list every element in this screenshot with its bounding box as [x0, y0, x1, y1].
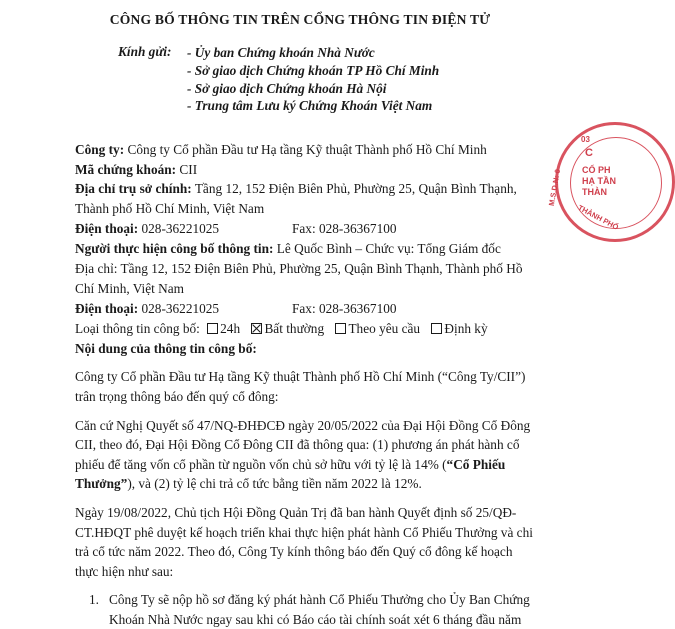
phone-label: Điện thoại: [75, 221, 139, 237]
recipient-item: - Ủy ban Chứng khoán Nhà Nước [187, 45, 375, 60]
discloser-address-line2: Chí Minh, Việt Nam [75, 280, 185, 296]
company-row [75, 140, 550, 160]
recipients-list [187, 44, 439, 115]
hq-address-line1: Tầng 12, 152 Điện Biên Phủ, Phường 25, Quận Bình Thạnh, [194, 181, 517, 197]
seal-text: C [585, 147, 593, 159]
hq-address-row [75, 179, 550, 199]
seal-text: THÀNH PHỐ [576, 203, 621, 232]
phone2-row [75, 298, 550, 319]
paragraph-2-line: Căn cứ Nghị Quyết số 47/NQ-ĐHĐCĐ ngày 20/05/2022 của Đại Hội Đồng Cổ Đông [75, 417, 531, 433]
paragraph-1-line: trân trọng thông báo đến quý cổ đông: [75, 388, 279, 404]
recipient-item: - Trung tâm Lưu ký Chứng Khoán Việt Nam [187, 98, 433, 114]
seal-text: M.S.D.N: 0 [546, 168, 563, 207]
paragraph-2-line: CII, theo đó, Đại Hội Đồng Cổ Đông CII đã thông qua: (1) phương án phát hành cổ [75, 437, 520, 453]
document-body [75, 140, 550, 629]
list-item-line: Công Ty sẽ nộp hồ sơ đăng ký phát hành Cổ Phiếu Thưởng cho Ủy Ban Chứng [109, 592, 530, 608]
paragraph-3-line: CT.HĐQT phê duyệt kế hoạch triển khai thực hiện phát hành Cổ Phiếu Thưởng và chi [75, 524, 533, 540]
hq-address-label: Địa chỉ trụ sở chính: [75, 181, 192, 197]
bonus-share-term: Thưởng” [75, 476, 128, 492]
info-type-label: Loại thông tin công bố: [75, 321, 200, 337]
recipient-item: - Sở giao dịch Chứng khoán TP Hồ Chí Minh [187, 62, 440, 78]
checkbox-24h-label: 24h [220, 321, 241, 337]
paragraph-3-line: trả cổ tức năm 2022. Theo đó, Công Ty kính thông báo đến Quý cổ đông kế hoạch [75, 544, 513, 560]
paragraph-3-line: thực hiện như sau: [75, 563, 174, 579]
checkbox-bat-thuong-label: Bất thường [264, 321, 325, 337]
paragraph-3-line: Ngày 19/08/2022, Chủ tịch Hội Đồng Quản Trị đã ban hành Quyết định số 25/QĐ- [75, 504, 517, 520]
stock-code-row [75, 160, 550, 180]
stock-code-value: CII [179, 161, 198, 177]
phone2-label: Điện thoại: [75, 301, 139, 317]
hq-address-line2: Thành phố Hồ Chí Minh, Việt Nam [75, 200, 265, 216]
paragraph-2-line [75, 455, 550, 475]
list-item [89, 590, 550, 629]
checkbox-theo-yeu-cau[interactable] [335, 323, 346, 334]
discloser-value: Lê Quốc Bình – Chức vụ: Tổng Giám đốc [276, 241, 501, 257]
paragraph-2 [75, 416, 550, 494]
paragraph-2-text: ), và (2) tỷ lệ chi trả cổ tức bằng tiền năm 2022 là 12%. [127, 476, 422, 492]
phone-row [75, 218, 550, 239]
checkbox-dinh-ky[interactable] [431, 323, 442, 334]
content-heading: Nội dung của thông tin công bố: [75, 340, 257, 356]
paragraph-3 [75, 503, 550, 581]
company-seal [546, 122, 675, 242]
discloser-label: Người thực hiện công bố thông tin: [75, 241, 274, 257]
checkbox-theo-yeu-cau-label: Theo yêu cầu [348, 321, 421, 337]
recipients-label: Kính gửi: [118, 44, 172, 59]
info-type-row [75, 319, 550, 339]
phone-value: 028-36221025 [141, 221, 220, 237]
seal-text: HẠ TẦN [582, 176, 616, 186]
discloser-row [75, 239, 550, 259]
seal-text: THÀN [582, 187, 607, 197]
list-item-number: 1. [89, 592, 99, 608]
checkbox-bat-thuong[interactable] [251, 323, 262, 334]
document-title: CÔNG BỐ THÔNG TIN TRÊN CỔNG THÔNG TIN ĐIỆN TỬ [109, 12, 491, 27]
list-item-line: Khoán Nhà Nước ngay sau khi có Báo cáo tài chính soát xét 6 tháng đầu năm [109, 611, 522, 627]
checkbox-dinh-ky-label: Định kỳ [444, 321, 488, 337]
company-value: Công ty Cổ phần Đầu tư Hạ tầng Kỹ thuật Thành phố Hồ Chí Minh [127, 142, 487, 157]
seal-text: CỔ PH [582, 165, 611, 175]
paragraph-2-line [75, 474, 550, 494]
bonus-share-term: “Cổ Phiếu [446, 456, 506, 472]
fax2-value: Fax: 028-36367100 [292, 301, 397, 317]
paragraph-2-text: phiếu để tăng vốn cổ phần từ nguồn vốn chủ sở hữu với tỷ lệ là 14% ( [75, 456, 447, 472]
stock-code-label: Mã chứng khoán: [75, 161, 177, 177]
paragraph-1 [75, 367, 550, 406]
company-label: Công ty: [75, 142, 125, 157]
recipient-item: - Sở giao dịch Chứng khoán Hà Nội [187, 80, 387, 96]
phone2-value: 028-36221025 [141, 301, 220, 317]
discloser-address-line1: Địa chỉ: Tầng 12, 152 Điện Biên Phủ, Phường 25, Quận Bình Thạnh, Thành phố Hồ [75, 260, 523, 276]
paragraph-1-line: Công ty Cổ phần Đầu tư Hạ tầng Kỹ thuật Thành phố Hồ Chí Minh (“Công Ty/CII”) [75, 369, 526, 385]
fax-value: Fax: 028-36367100 [292, 221, 397, 237]
checkbox-24h[interactable] [207, 323, 218, 334]
seal-text: 03 [581, 135, 590, 144]
